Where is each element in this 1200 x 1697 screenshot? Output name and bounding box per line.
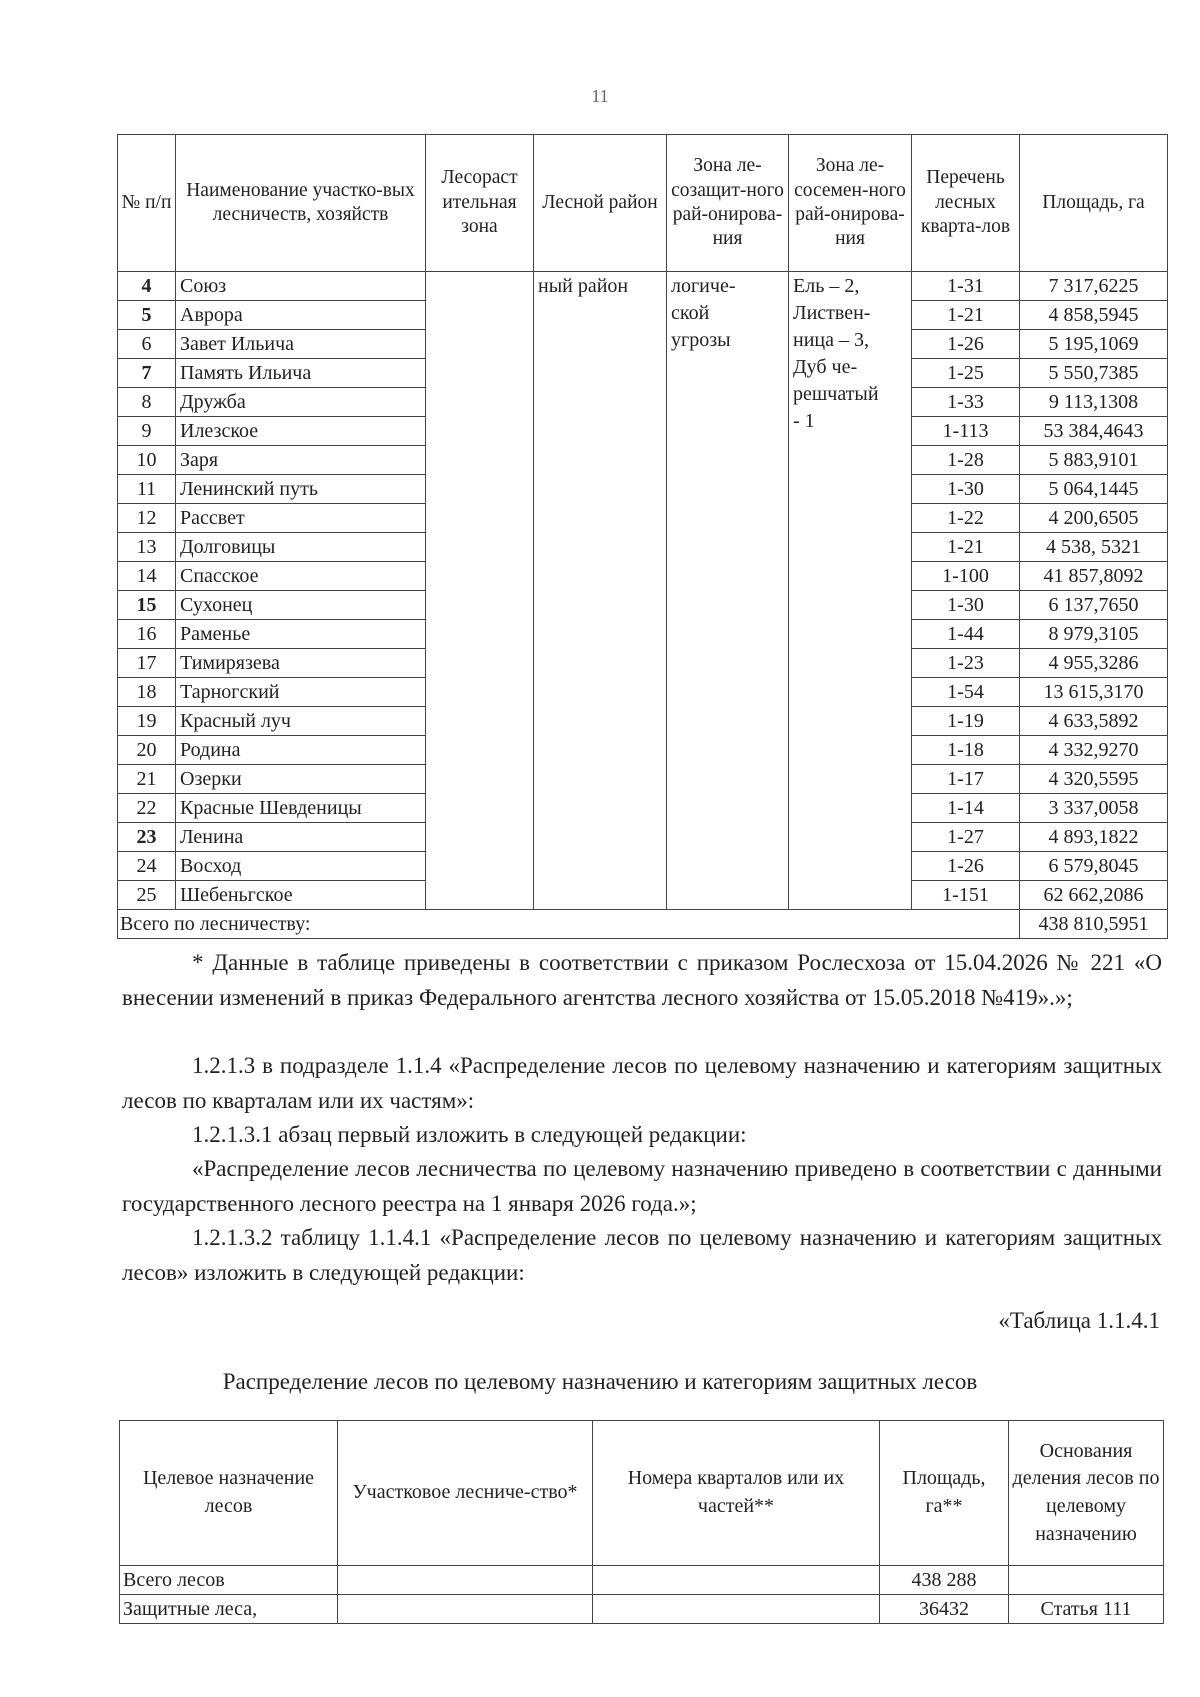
area-value: 3 337,0058 [1020, 794, 1168, 823]
area-value: 6 137,7650 [1020, 591, 1168, 620]
quarters-range: 1-21 [912, 533, 1020, 562]
forestry-name: Дружба [176, 388, 426, 417]
forestry-name: Память Ильича [176, 359, 426, 388]
quarters-range: 1-18 [912, 736, 1020, 765]
quarters-range: 1-28 [912, 446, 1020, 475]
row-number: 9 [118, 417, 176, 446]
forestry-name: Шебеньгское [176, 881, 426, 910]
quarters-range: 1-26 [912, 852, 1020, 881]
quarters-range: 1-54 [912, 678, 1020, 707]
row-number: 10 [118, 446, 176, 475]
row-number: 17 [118, 649, 176, 678]
area-value: 5 550,7385 [1020, 359, 1168, 388]
quarters-range: 1-31 [912, 272, 1020, 301]
area-value: 4 320,5595 [1020, 765, 1168, 794]
quarters-range: 1-21 [912, 301, 1020, 330]
forestry-name: Рассвет [176, 504, 426, 533]
forest-purpose-table [119, 1420, 1164, 1624]
header-area-ha: Площадь, га** [880, 1421, 1009, 1566]
row-number: 6 [118, 330, 176, 359]
zone-cell [426, 272, 534, 910]
table-row [118, 272, 1168, 301]
header-district: Лесной район [534, 135, 667, 272]
forestry-name: Красный луч [176, 707, 426, 736]
quarters-range: 1-26 [912, 330, 1020, 359]
header-quarter-numbers: Номера кварталов или их частей** [593, 1421, 880, 1566]
row-number: 21 [118, 765, 176, 794]
seed-zone-cell: Ель – 2, Листвен- ница – 3, Дуб че- решчатый - 1 [789, 272, 912, 910]
header-forestry: Участковое лесниче-ство* [338, 1421, 593, 1566]
forest-table-body [118, 272, 1168, 939]
quarters-range: 1-14 [912, 794, 1020, 823]
area-cell: 438 288 [880, 1566, 1009, 1595]
district-cell: ный район [534, 272, 667, 910]
forestry-name: Завет Ильича [176, 330, 426, 359]
paragraph-quote: «Распределение лесов лесничества по целевому назначению приведено в соответствии с данными государственного лесного реестра на 1 января 2026 года.»; [122, 1156, 1162, 1216]
quarters-range: 1-100 [912, 562, 1020, 591]
row-number: 8 [118, 388, 176, 417]
forestry-name: Озерки [176, 765, 426, 794]
forestry-name: Ленина [176, 823, 426, 852]
header-zone: Лесораст ительная зона [426, 135, 534, 272]
quarters-range: 1-25 [912, 359, 1020, 388]
forestry-cell [338, 1595, 593, 1624]
forestry-name: Ленинский путь [176, 475, 426, 504]
forestry-name: Раменье [176, 620, 426, 649]
row-number: 20 [118, 736, 176, 765]
header-name: Наименование участко-вых лесничеств, хозяйств [176, 135, 426, 272]
purpose-cell: Защитные леса, [120, 1595, 338, 1624]
row-number: 23 [118, 823, 176, 852]
forestry-name: Заря [176, 446, 426, 475]
quarters-range: 1-44 [912, 620, 1020, 649]
forestry-name: Красные Шевденицы [176, 794, 426, 823]
footnote-paragraph: * Данные в таблице приведены в соответствии с приказом Рослесхоза от 15.04.2026 № 221 «О внесении изменений в приказ Федерального агентства лесного хозяйства от 15.05.2018 №419».»; [122, 950, 1162, 1010]
purpose-cell: Всего лесов [120, 1566, 338, 1595]
forest-districts-table [117, 134, 1168, 939]
forestry-name: Аврора [176, 301, 426, 330]
quarters-range: 1-23 [912, 649, 1020, 678]
row-number: 4 [118, 272, 176, 301]
quarters-range: 1-19 [912, 707, 1020, 736]
total-label: Всего по лесничеству: [118, 910, 1020, 939]
forestry-cell [338, 1566, 593, 1595]
area-value: 4 200,6505 [1020, 504, 1168, 533]
quarters-range: 1-151 [912, 881, 1020, 910]
forestry-name: Тимирязева [176, 649, 426, 678]
forestry-name: Родина [176, 736, 426, 765]
purpose-table-body [120, 1566, 1164, 1624]
area-value: 4 893,1822 [1020, 823, 1168, 852]
basis-cell: Статья 111 [1009, 1595, 1164, 1624]
row-number: 7 [118, 359, 176, 388]
area-value: 4 955,3286 [1020, 649, 1168, 678]
area-value: 4 332,9270 [1020, 736, 1168, 765]
forestry-name: Долговицы [176, 533, 426, 562]
row-number: 24 [118, 852, 176, 881]
row-number: 5 [118, 301, 176, 330]
area-value: 41 857,8092 [1020, 562, 1168, 591]
total-row [118, 910, 1168, 939]
area-value: 6 579,8045 [1020, 852, 1168, 881]
area-value: 9 113,1308 [1020, 388, 1168, 417]
paragraph-1-2-1-3-2: 1.2.1.3.2 таблицу 1.1.4.1 «Распределение лесов по целевому назначению и категориям защитных лесов» изложить в следующей редакции: [122, 1225, 1162, 1285]
row-number: 15 [118, 591, 176, 620]
area-value: 7 317,6225 [1020, 272, 1168, 301]
area-value: 4 858,5945 [1020, 301, 1168, 330]
paragraph-1-2-1-3: 1.2.1.3 в подразделе 1.1.4 «Распределение лесов по целевому назначению и категориям защитных лесов по кварталам или их частям»: [122, 1053, 1162, 1113]
row-number: 13 [118, 533, 176, 562]
area-cell: 36432 [880, 1595, 1009, 1624]
area-value: 5 195,1069 [1020, 330, 1168, 359]
table-title: Распределение лесов по целевому назначению и категориям защитных лесов [222, 1369, 978, 1394]
area-value: 13 615,3170 [1020, 678, 1168, 707]
header-quarters: Перечень лесных кварта-лов [912, 135, 1020, 272]
row-number: 16 [118, 620, 176, 649]
quarters-cell [593, 1595, 880, 1624]
quarters-range: 1-27 [912, 823, 1020, 852]
header-purpose: Целевое назначение лесов [120, 1421, 338, 1566]
header-seed-zone: Зона ле-сосемен-ного рай-онирова-ния [789, 135, 912, 272]
table-row [120, 1595, 1164, 1624]
header-basis: Основания деления лесов по целевому назначению [1009, 1421, 1164, 1566]
area-value: 4 538, 5321 [1020, 533, 1168, 562]
forestry-name: Спасское [176, 562, 426, 591]
page-number: 11 [591, 86, 609, 106]
area-value: 62 662,2086 [1020, 881, 1168, 910]
paragraph-1-2-1-3-1: 1.2.1.3.1 абзац первый изложить в следующей редакции: [192, 1122, 747, 1147]
table-row [120, 1566, 1164, 1595]
quarters-range: 1-22 [912, 504, 1020, 533]
row-number: 19 [118, 707, 176, 736]
row-number: 14 [118, 562, 176, 591]
header-area: Площадь, га [1020, 135, 1168, 272]
forestry-name: Восход [176, 852, 426, 881]
forestry-name: Сухонец [176, 591, 426, 620]
forestry-name: Илезское [176, 417, 426, 446]
row-number: 12 [118, 504, 176, 533]
quarters-range: 1-113 [912, 417, 1020, 446]
basis-cell [1009, 1566, 1164, 1595]
quarters-range: 1-33 [912, 388, 1020, 417]
quarters-range: 1-30 [912, 591, 1020, 620]
area-value: 4 633,5892 [1020, 707, 1168, 736]
quarters-range: 1-30 [912, 475, 1020, 504]
quarters-range: 1-17 [912, 765, 1020, 794]
area-value: 53 384,4643 [1020, 417, 1168, 446]
row-number: 25 [118, 881, 176, 910]
header-num: № п/п [118, 135, 176, 272]
row-number: 11 [118, 475, 176, 504]
quarters-cell [593, 1566, 880, 1595]
table-caption: «Таблица 1.1.4.1 [998, 1308, 1160, 1333]
row-number: 18 [118, 678, 176, 707]
forestry-name: Союз [176, 272, 426, 301]
area-value: 8 979,3105 [1020, 620, 1168, 649]
total-area: 438 810,5951 [1020, 910, 1168, 939]
forestry-name: Тарногский [176, 678, 426, 707]
row-number: 22 [118, 794, 176, 823]
area-value: 5 883,9101 [1020, 446, 1168, 475]
area-value: 5 064,1445 [1020, 475, 1168, 504]
header-protect-zone: Зона ле-созащит-ного рай-онирова-ния [667, 135, 789, 272]
protect-zone-cell: логиче- ской угрозы [667, 272, 789, 910]
